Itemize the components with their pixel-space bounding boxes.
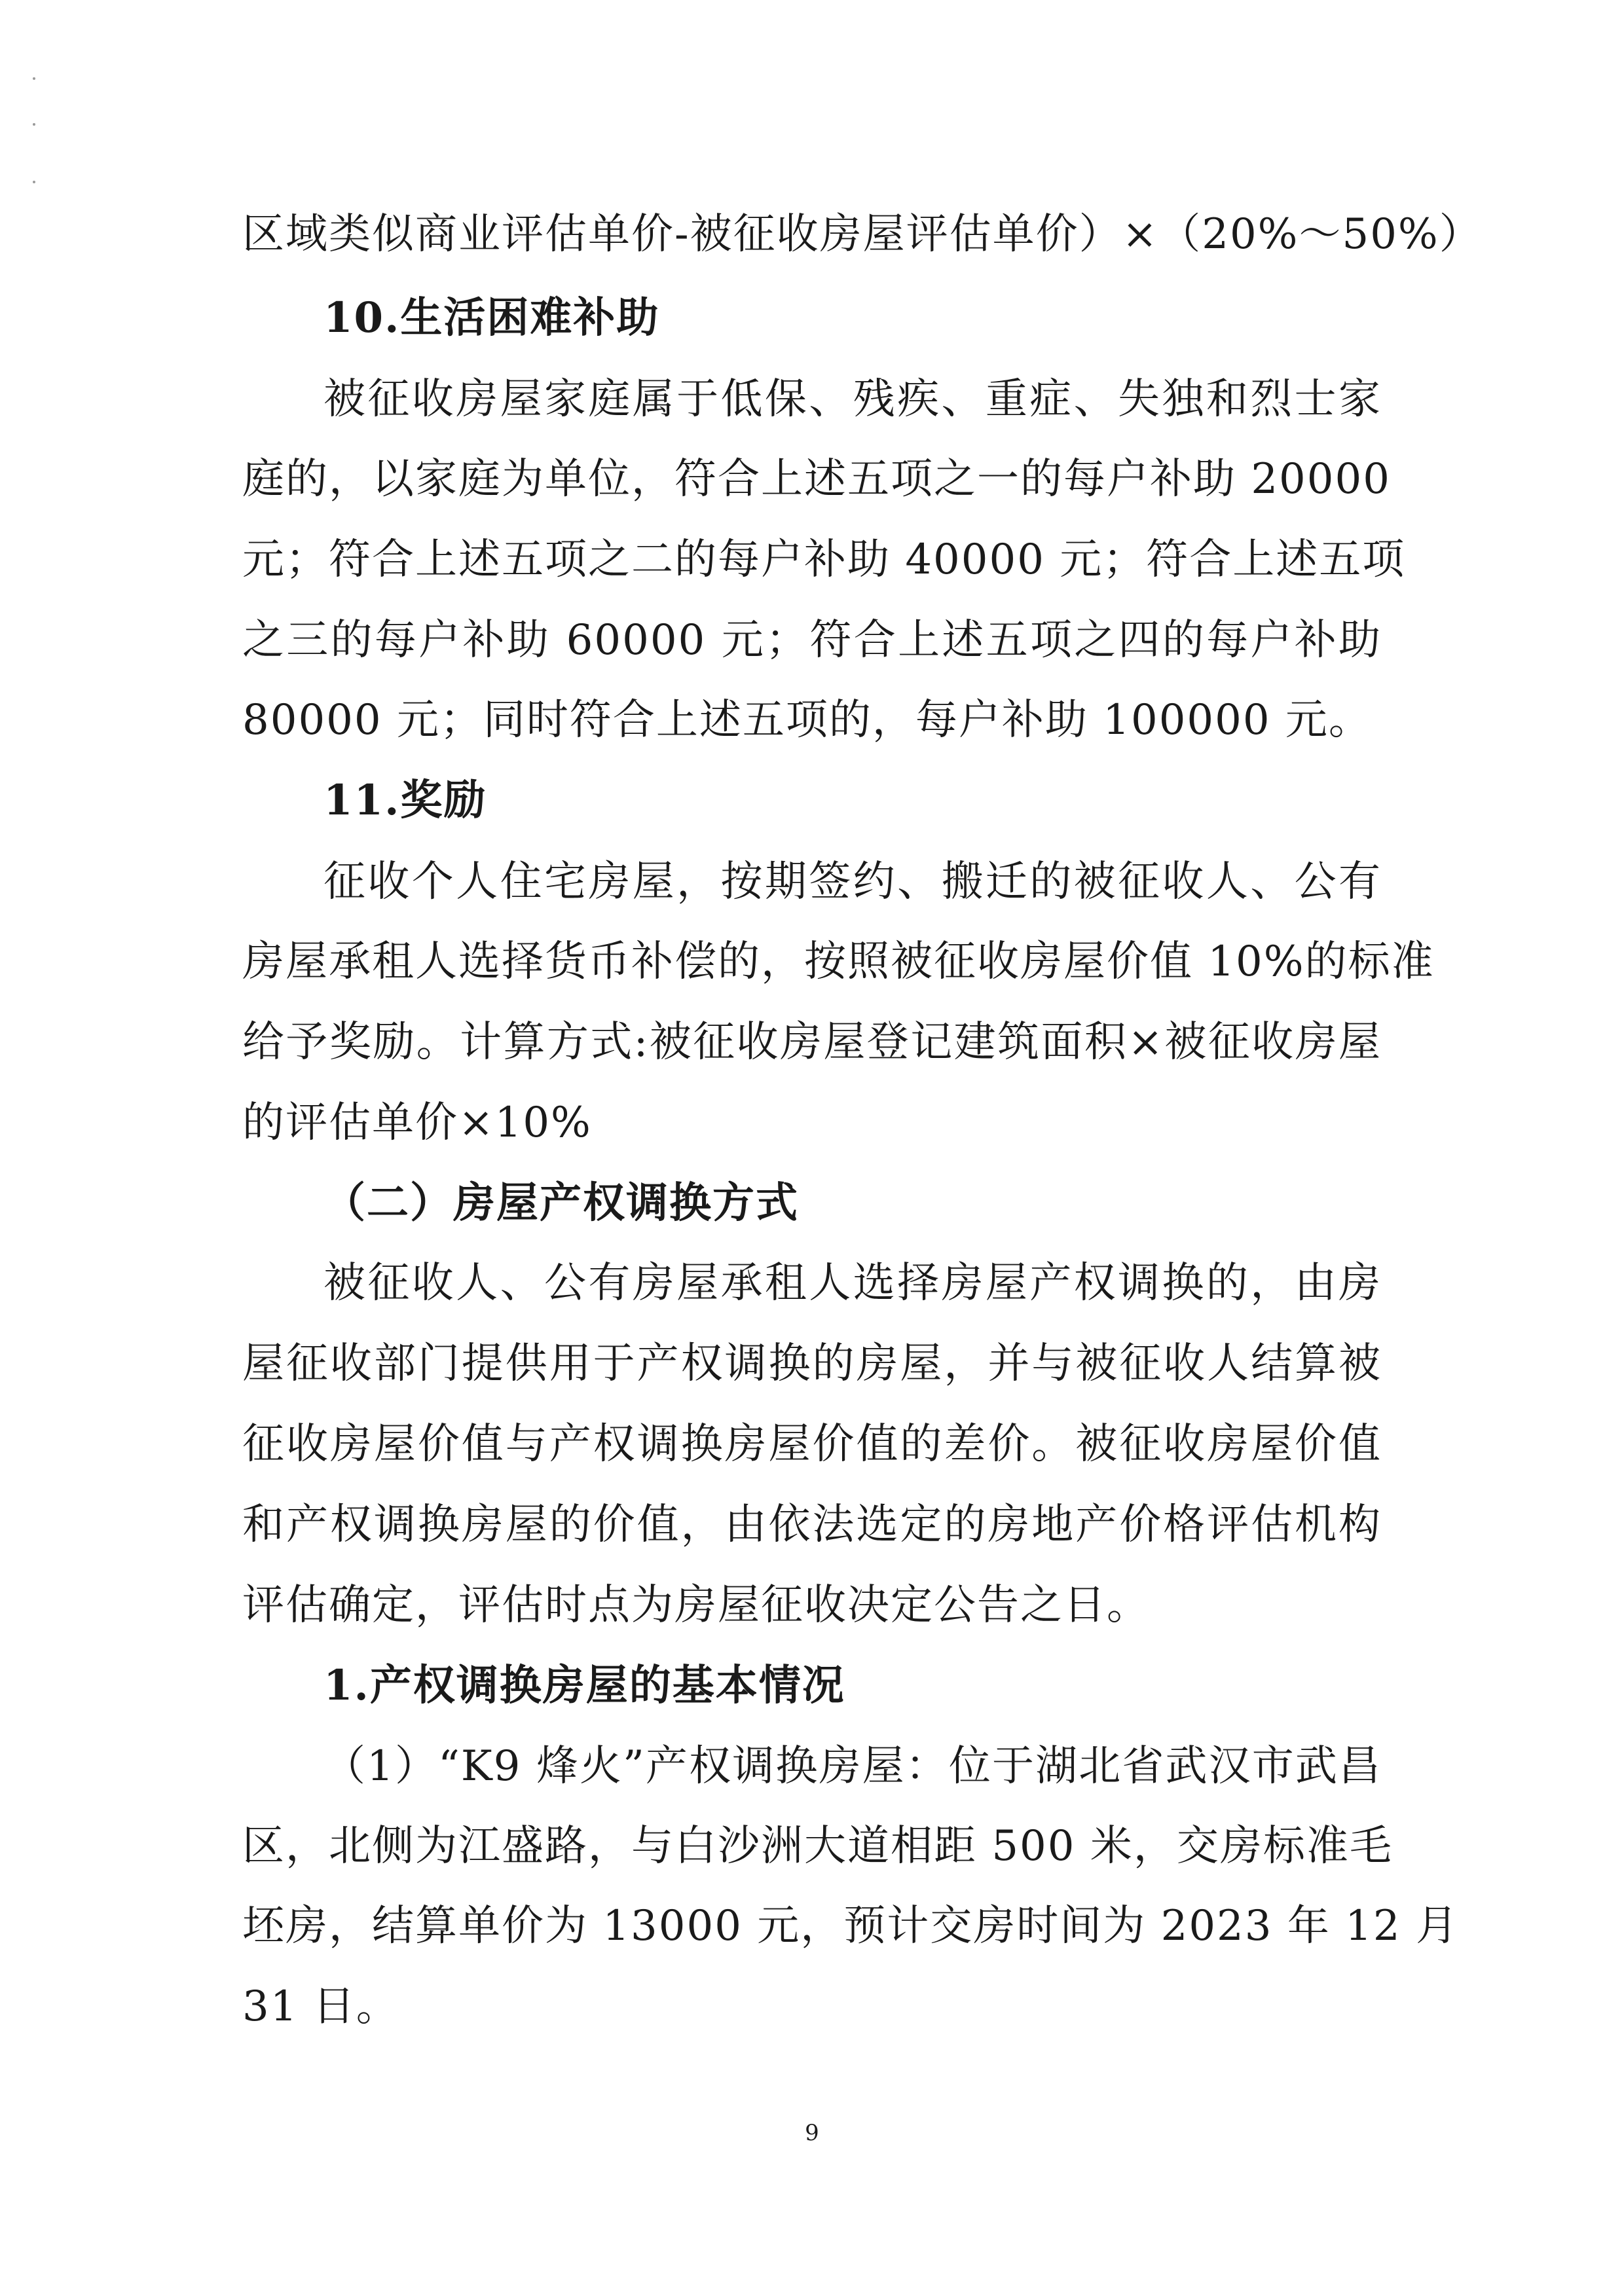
text-line: 房屋承租人选择货币补偿的，按照被征收房屋价值 10%的标准 bbox=[242, 938, 1435, 986]
text-line: 评估确定，评估时点为房屋征收决定公告之日。 bbox=[242, 1581, 1150, 1630]
section-heading: 1.产权调换房屋的基本情况 bbox=[323, 1661, 845, 1710]
text-line: 区，北侧为江盛路，与白沙洲大道相距 500 米，交房标准毛 bbox=[242, 1822, 1393, 1870]
text-line: 征收房屋价值与产权调换房屋价值的差价。被征收房屋价值 bbox=[242, 1420, 1382, 1468]
text-line: 被征收人、公有房屋承租人选择房屋产权调换的，由房 bbox=[323, 1259, 1382, 1307]
margin-mark bbox=[33, 77, 35, 80]
text-line: 的评估单价×10% bbox=[242, 1099, 592, 1147]
text-line: 之三的每户补助 60000 元；符合上述五项之四的每户补助 bbox=[242, 616, 1382, 665]
text-line: （1）“K9 烽火”产权调换房屋：位于湖北省武汉市武昌 bbox=[323, 1742, 1382, 1791]
margin-mark bbox=[33, 123, 35, 126]
text-line: 80000 元；同时符合上述五项的，每户补助 100000 元。 bbox=[242, 696, 1372, 744]
text-line: 和产权调换房屋的价值，由依法选定的房地产价格评估机构 bbox=[242, 1501, 1382, 1549]
section-heading: 11.奖励 bbox=[323, 776, 487, 825]
text-line: 征收个人住宅房屋，按期签约、搬迁的被征收人、公有 bbox=[323, 858, 1382, 906]
section-heading: （二）房屋产权调换方式 bbox=[323, 1178, 799, 1228]
text-line: 被征收房屋家庭属于低保、残疾、重症、失独和烈士家 bbox=[323, 375, 1382, 424]
margin-mark bbox=[33, 181, 35, 183]
text-line: 31 日。 bbox=[242, 1982, 399, 2031]
text-line: 区域类似商业评估单价-被征收房屋评估单价）×（20%～50%） bbox=[242, 210, 1483, 259]
section-heading: 10.生活困难补助 bbox=[323, 293, 660, 342]
text-line: 庭的，以家庭为单位，符合上述五项之一的每户补助 20000 bbox=[242, 455, 1391, 503]
text-line: 元；符合上述五项之二的每户补助 40000 元；符合上述五项 bbox=[242, 536, 1406, 584]
text-line: 屋征收部门提供用于产权调换的房屋，并与被征收人结算被 bbox=[242, 1339, 1382, 1388]
text-line: 给予奖励。计算方式:被征收房屋登记建筑面积×被征收房屋 bbox=[242, 1018, 1382, 1066]
text-line: 坯房，结算单价为 13000 元，预计交房时间为 2023 年 12 月 bbox=[242, 1902, 1459, 1950]
page-number: 9 bbox=[805, 2120, 819, 2146]
